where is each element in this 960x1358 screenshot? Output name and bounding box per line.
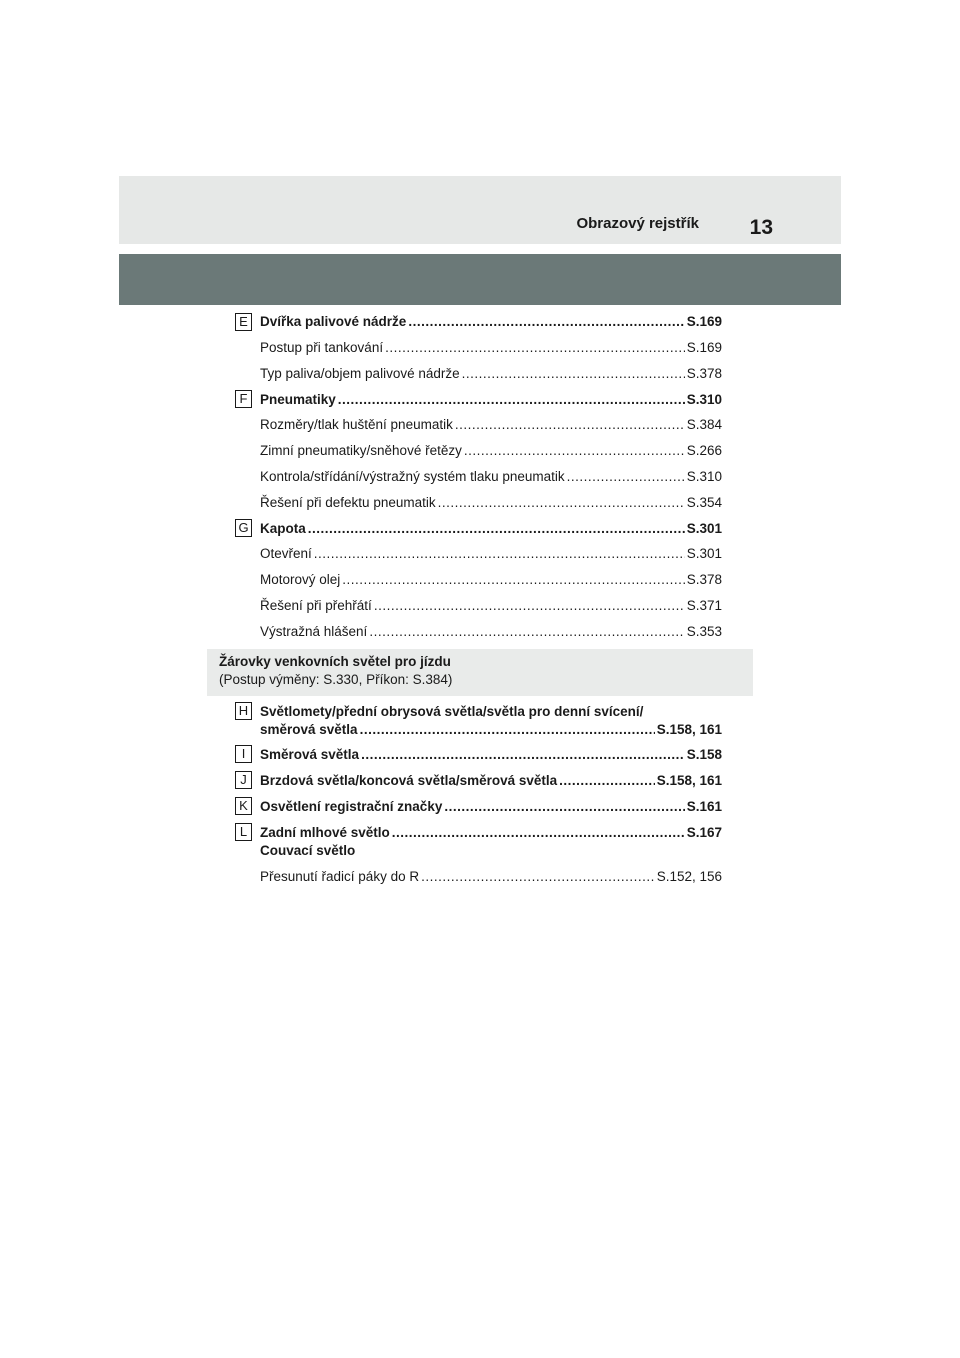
index-entry-license-light[interactable] bbox=[260, 798, 722, 816]
entry-label: Pneumatiky bbox=[260, 392, 336, 407]
index-subentry[interactable] bbox=[260, 339, 722, 357]
entry-line: Couvací světlo bbox=[260, 843, 356, 858]
entry-label: Otevření bbox=[260, 546, 312, 561]
index-subentry[interactable] bbox=[260, 416, 722, 434]
dot-leader bbox=[462, 365, 685, 383]
entry-page: S.378 bbox=[686, 572, 722, 587]
dot-leader bbox=[374, 597, 685, 615]
entry-label: Zimní pneumatiky/sněhové řetězy bbox=[260, 443, 462, 458]
index-letter-k: K bbox=[235, 797, 252, 815]
index-entry-brake-lights[interactable] bbox=[260, 772, 722, 790]
dot-leader bbox=[385, 339, 685, 357]
entry-label: Přesunutí řadicí páky do R bbox=[260, 869, 420, 884]
entry-page: S.353 bbox=[686, 624, 722, 639]
dot-leader bbox=[369, 623, 684, 641]
entry-label: Kontrola/střídání/výstražný systém tlaku pneumatik bbox=[260, 469, 565, 484]
entry-label: Kapota bbox=[260, 521, 306, 536]
dot-leader bbox=[338, 391, 685, 409]
dot-leader bbox=[342, 571, 684, 589]
entry-label: Typ paliva/objem palivové nádrže bbox=[260, 366, 460, 381]
entry-page: S.301 bbox=[686, 521, 722, 536]
entry-label: Postup při tankování bbox=[260, 340, 384, 355]
dot-leader bbox=[455, 416, 685, 434]
entry-page: S.167 bbox=[686, 825, 722, 840]
dot-leader bbox=[464, 442, 685, 460]
index-subentry[interactable] bbox=[260, 623, 722, 641]
entry-label: Výstražná hlášení bbox=[260, 624, 368, 639]
entry-page: S.161 bbox=[686, 799, 722, 814]
section-header-exterior-bulbs bbox=[207, 649, 753, 696]
entry-label: Motorový olej bbox=[260, 572, 341, 587]
index-subentry[interactable] bbox=[260, 468, 722, 486]
index-subentry[interactable] bbox=[260, 365, 722, 383]
entry-page: S.158, 161 bbox=[656, 773, 722, 788]
entry-label: Brzdová světla/koncová světla/směrová světla bbox=[260, 773, 558, 788]
entry-page: S.152, 156 bbox=[656, 869, 722, 884]
index-letter-i: I bbox=[235, 745, 252, 763]
header-band bbox=[119, 176, 841, 244]
entry-label: směrová světla bbox=[260, 722, 358, 737]
entry-label: Osvětlení registrační značky bbox=[260, 799, 443, 814]
dot-leader bbox=[392, 824, 685, 842]
index-letter-j: J bbox=[235, 771, 252, 789]
index-subentry[interactable] bbox=[260, 545, 722, 563]
index-letter-h: H bbox=[235, 702, 252, 720]
entry-page: S.384 bbox=[686, 417, 722, 432]
index-letter-e: E bbox=[235, 313, 252, 331]
index-letter-g: G bbox=[235, 519, 252, 537]
entry-page: S.301 bbox=[686, 546, 722, 561]
entry-page: S.169 bbox=[686, 340, 722, 355]
dark-banner bbox=[119, 254, 841, 305]
dot-leader bbox=[438, 494, 685, 512]
entry-page: S.310 bbox=[686, 469, 722, 484]
dot-leader bbox=[308, 520, 685, 538]
dot-leader bbox=[444, 798, 684, 816]
index-subentry[interactable] bbox=[260, 868, 722, 886]
page-number: 13 bbox=[749, 216, 773, 239]
entry-page: S.354 bbox=[686, 495, 722, 510]
index-subentry[interactable] bbox=[260, 494, 722, 512]
index-subentry[interactable] bbox=[260, 571, 722, 589]
entry-page: S.371 bbox=[686, 598, 722, 613]
entry-line: Světlomety/přední obrysová světla/světla pro denní svícení/ bbox=[260, 704, 644, 719]
index-entry-tyres[interactable] bbox=[260, 391, 722, 409]
index-letter-f: F bbox=[235, 390, 252, 408]
index-entry-hood[interactable] bbox=[260, 520, 722, 538]
entry-page: S.266 bbox=[686, 443, 722, 458]
entry-label: Směrová světla bbox=[260, 747, 360, 762]
entry-label: Řešení při defektu pneumatik bbox=[260, 495, 436, 510]
index-subentry[interactable] bbox=[260, 597, 722, 615]
index-entry-rear-fog[interactable] bbox=[260, 824, 722, 842]
dot-leader bbox=[314, 545, 685, 563]
entry-label: Řešení při přehřátí bbox=[260, 598, 372, 613]
index-entry-headlights[interactable] bbox=[260, 721, 722, 739]
entry-page: S.169 bbox=[686, 314, 722, 329]
section-title: Žárovky venkovních světel pro jízdu bbox=[219, 654, 451, 669]
dot-leader bbox=[361, 746, 685, 764]
entry-page: S.378 bbox=[686, 366, 722, 381]
header-title: Obrazový rejstřík bbox=[576, 215, 699, 232]
dot-leader bbox=[559, 772, 655, 790]
entry-page: S.158 bbox=[686, 747, 722, 762]
index-letter-l: L bbox=[235, 823, 252, 841]
dot-leader bbox=[421, 868, 655, 886]
entry-label: Dvířka palivové nádrže bbox=[260, 314, 407, 329]
section-subtitle: (Postup výměny: S.330, Příkon: S.384) bbox=[219, 672, 453, 687]
index-entry-fuel-door[interactable] bbox=[260, 313, 722, 331]
dot-leader bbox=[567, 468, 685, 486]
index-subentry[interactable] bbox=[260, 442, 722, 460]
index-entry-turn-signals[interactable] bbox=[260, 746, 722, 764]
entry-page: S.158, 161 bbox=[656, 722, 722, 737]
entry-page: S.310 bbox=[686, 392, 722, 407]
dot-leader bbox=[408, 313, 684, 331]
dot-leader bbox=[360, 721, 655, 739]
entry-label: Rozměry/tlak huštění pneumatik bbox=[260, 417, 453, 432]
entry-label: Zadní mlhové světlo bbox=[260, 825, 390, 840]
